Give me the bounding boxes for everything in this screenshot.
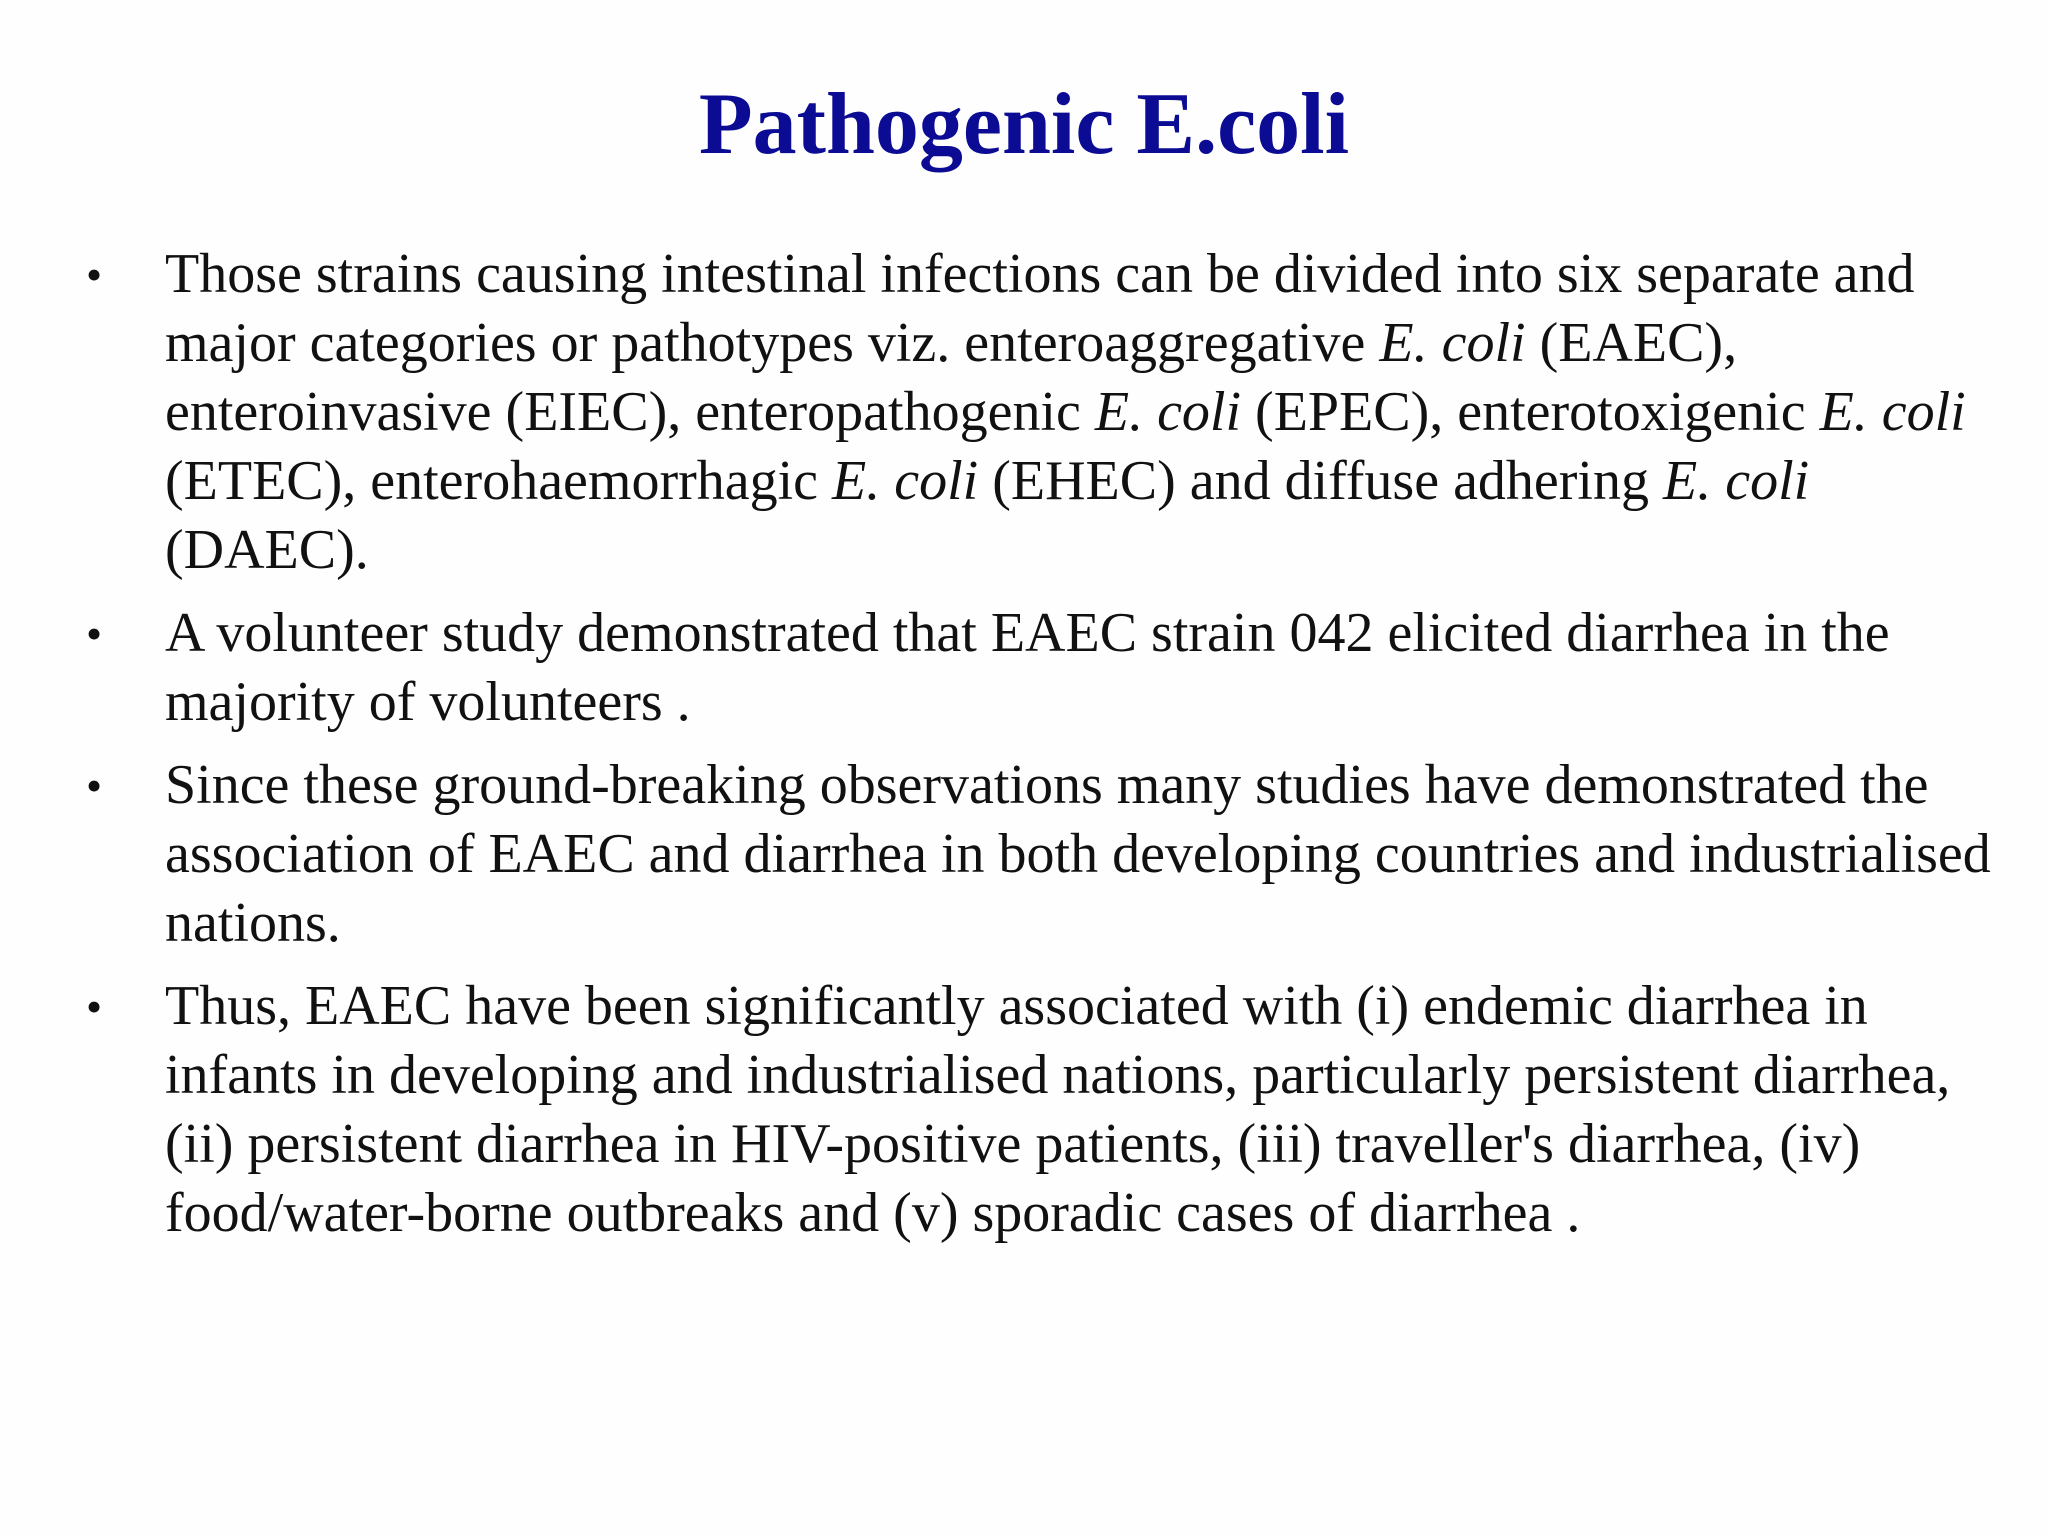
- bullet-dot-icon: •: [86, 981, 103, 1032]
- bullet-text: [165, 754, 1991, 954]
- text-segment: Those strains causing intestinal infections can be divided into six separate and major categories or pathotypes viz. enteroaggregative: [165, 243, 1915, 374]
- bullet-list: [0, 240, 2048, 1262]
- italic-text: E. coli: [1379, 312, 1526, 374]
- bullet-text: [165, 975, 1950, 1244]
- text-segment: (ETEC), enterohaemorrhagic: [165, 450, 833, 512]
- bullet-dot-icon: •: [86, 760, 103, 811]
- text-segment: (EHEC) and diffuse adhering: [978, 450, 1663, 512]
- text-segment: (EAEC), enteroinvasive (EIEC), enteropathogenic: [165, 312, 1738, 443]
- slide-title: Pathogenic E.coli: [698, 76, 1350, 173]
- italic-text: E. coli: [1094, 381, 1242, 443]
- italic-text: E. coli: [832, 450, 979, 512]
- bullet-item: [0, 972, 2048, 1248]
- italic-text: E. coli: [1663, 450, 1810, 512]
- bullet-dot-icon: •: [86, 608, 103, 659]
- bullet-text: [165, 243, 1966, 581]
- bullet-item: [0, 599, 2048, 737]
- text-segment: A volunteer study demonstrated that EAEC strain 042 elicited diarrhea in the majority of volunteers .: [165, 602, 1890, 733]
- text-segment: Thus, EAEC have been significantly associated with (i) endemic diarrhea in infants in developing and industrialised nations, particularly persistent diarrhea, (ii) persistent diarrhea in HIV-positive patients, (iii) traveller's diarrhea, (iv) food/water-borne outbreaks and (v) sporadic cases of diarrhea .: [165, 975, 1951, 1244]
- bullet-item: [0, 240, 2048, 585]
- text-segment: (DAEC).: [165, 519, 369, 581]
- text-segment: (EPEC), enterotoxigenic: [1241, 381, 1820, 443]
- bullet-dot-icon: •: [86, 249, 103, 300]
- bullet-item: [0, 751, 2048, 958]
- text-segment: Since these ground-breaking observations many studies have demonstrated the association of EAEC and diarrhea in both developing countries and industrialised nations.: [165, 754, 1991, 954]
- italic-text: E. coli: [1819, 381, 1966, 443]
- bullet-text: [165, 602, 1890, 733]
